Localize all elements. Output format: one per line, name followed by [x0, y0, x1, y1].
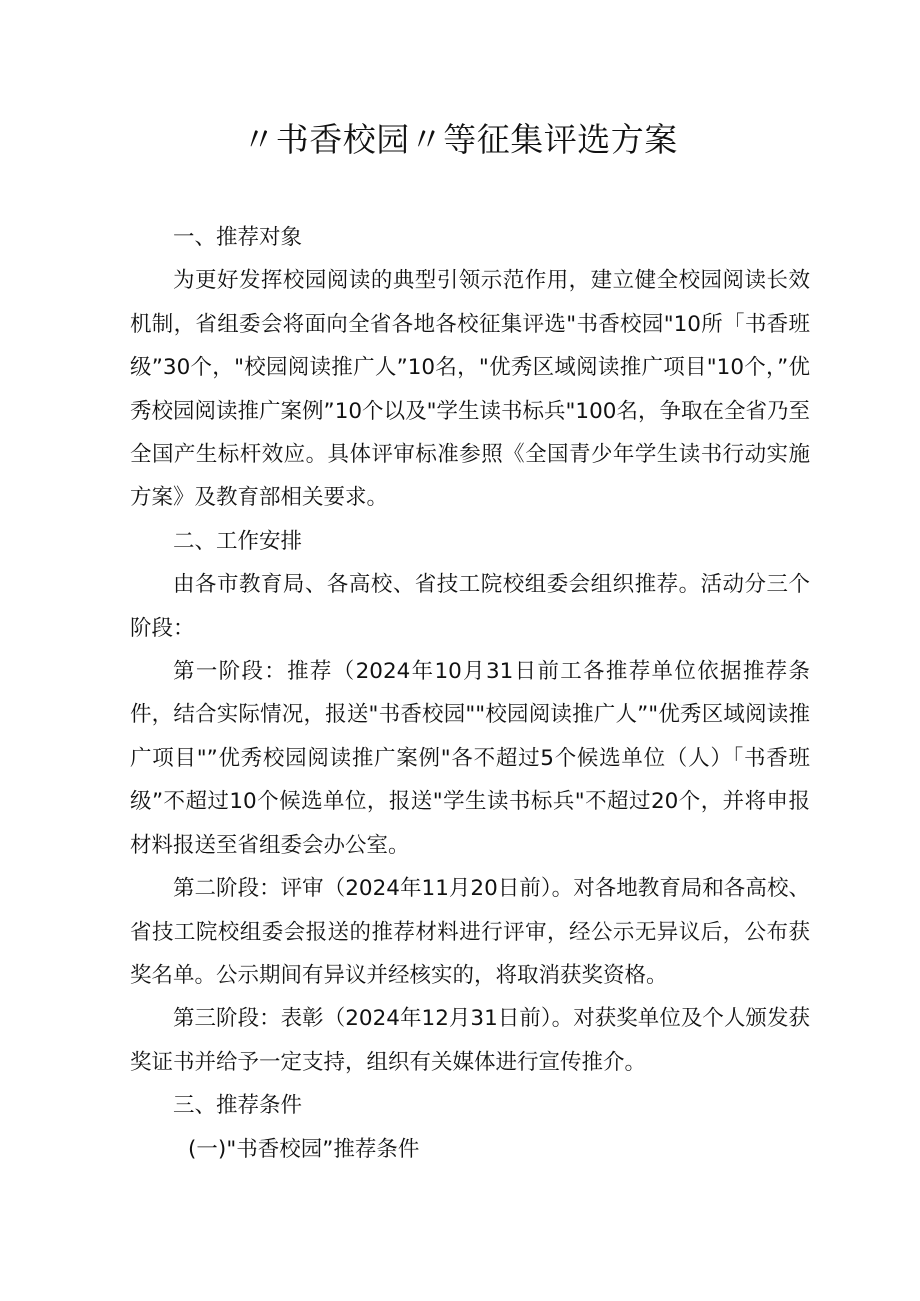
- paragraph-stage-three: 第三阶段：表彰（2024年12月31日前）。对获奖单位及个人颁发获奖证书并给予一定支持，组织有关媒体进行宣传推介。: [130, 1006, 810, 1075]
- subsection-heading-bookish-campus: (一)"书香校园”推荐条件: [188, 1136, 420, 1162]
- document-title: 〃书香校园〃等征集评选方案: [242, 120, 678, 159]
- paragraph-stage-two: 第二阶段：评审（2024年11月20日前）。对各地教育局和各高校、省技工院校组委会报送的推荐材料进行评审，经公示无异议后，公布获奖名单。公示期间有异议并经核实的，将取消获奖资格。: [130, 876, 810, 988]
- paragraph-organization: 由各市教育局、各高校、省技工院校组委会组织推荐。活动分三个阶段：: [130, 572, 810, 641]
- section-heading-recommend-conditions: 三、推荐条件: [173, 1093, 303, 1119]
- paragraph-intro: 为更好发挥校园阅读的典型引领示范作用，建立健全校园阅读长效机制，省组委会将面向全省各地各校征集评选"书香校园"10所「书香班级”30个，"校园阅读推广人”10名，"优秀区域阅读推广项目"10个，”优秀校园阅读推广案例”10个以及"学生读书标兵"100名，争取在全省乃至全国产生标杆效应。具体评审标准参照《全国青少年学生读书行动实施方案》及教育部相关要求。: [130, 268, 810, 511]
- document-body: [130, 216, 810, 1171]
- section-heading-recommend-target: 一、推荐对象: [173, 225, 303, 250]
- paragraph-stage-one: 第一阶段：推荐（2024年10月31日前工各推荐单位依据推荐条件，结合实际情况，报送"书香校园""校园阅读推广人”"优秀区域阅读推广项目"”优秀校园阅读推广案例"各不超过5个候选单位（人）「书香班级”不超过10个候选单位，报送"学生读书标兵"不超过20个，并将申报材料报送至省组委会办公室。: [130, 659, 810, 858]
- section-heading-work-arrangement: 二、工作安排: [173, 528, 303, 554]
